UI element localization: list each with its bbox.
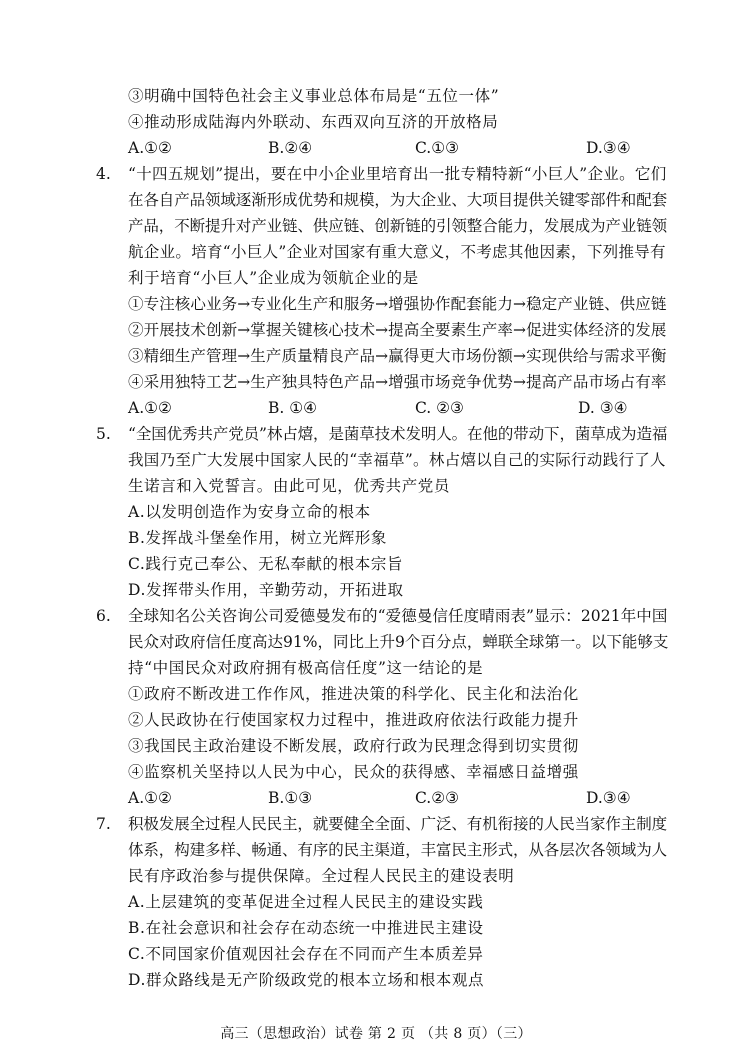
q4-option-a: A.①② (128, 399, 172, 417)
q6-option-c: C.②③ (415, 789, 460, 807)
q6-stem-line: 民众对政府信任度高达91%，同比上升9个百分点，蝉联全球第一。以下能够支 (128, 633, 669, 651)
q3-option-d: D.③④ (586, 139, 631, 157)
q4-item-4: ④采用独特工艺→生产独具特色产品→增强市场竞争优势→提高产品市场占有率 (128, 373, 667, 391)
q4-option-b: B. ①④ (268, 399, 318, 417)
q6-option-d: D.③④ (586, 789, 631, 807)
q3-option-b: B.②④ (268, 139, 313, 157)
q4-option-d: D. ③④ (578, 399, 628, 417)
q4-stem-line: 利于培育“小巨人”企业成为领航企业的是 (128, 269, 419, 287)
q6-item-2: ②人民政协在行使国家权力过程中，推进政府依法行政能力提升 (128, 711, 579, 729)
q4-stem-line: “十四五规划”提出，要在中小企业里培育出一批专精特新“小巨人”企业。它们 (128, 165, 667, 183)
q5-option-d: D.发挥带头作用，辛勤劳动，开拓进取 (128, 581, 404, 599)
q3-option-c: C.①③ (415, 139, 460, 157)
q7-stem-line: 民有序政治参与提供保障。全过程人民民主的建设表明 (128, 867, 515, 885)
page-footer: 高三（思想政治）试卷 第 2 页 （共 8 页）（三） (220, 1026, 532, 1042)
q4-stem-line: 产品，不断提升对产业链、供应链、创新链的引领整合能力，发展成为产业链领 (128, 217, 668, 235)
q6-item-4: ④监察机关坚持以人民为中心，民众的获得感、幸福感日益增强 (128, 763, 579, 781)
q3-item-4: ④推动形成陆海内外联动、东西双向互济的开放格局 (128, 113, 499, 131)
q6-number: 6. (96, 607, 111, 625)
q4-item-1: ①专注核心业务→专业化生产和服务→增强协作配套能力→稳定产业链、供应链 (128, 295, 667, 313)
q7-option-a: A.上层建筑的变革促进全过程人民民主的建设实践 (128, 893, 484, 911)
q3-item-3: ③明确中国特色社会主义事业总体布局是“五位一体” (128, 87, 500, 105)
q6-stem-line: 持“中国民众对政府拥有极高信任度”这一结论的是 (128, 659, 484, 677)
q6-option-a: A.①② (128, 789, 172, 807)
q7-option-b: B.在社会意识和社会存在动态统一中推进民主建设 (128, 919, 484, 937)
q5-option-b: B.发挥战斗堡垒作用，树立光辉形象 (128, 529, 388, 547)
q5-option-a: A.以发明创造作为安身立命的根本 (128, 503, 371, 521)
q4-stem-line: 在各自产品领域逐渐形成优势和规模，为大企业、大项目提供关键零部件和配套 (128, 191, 668, 209)
q7-stem-line: 体系，构建多样、畅通、有序的民主渠道，丰富民主形式，从各层次各领域为人 (128, 841, 668, 859)
q7-number: 7. (96, 815, 111, 833)
q4-stem-line: 航企业。培育“小巨人”企业对国家有重大意义，不考虑其他因素，下列推导有 (128, 243, 666, 261)
q5-stem-line: “全国优秀共产党员”林占熺，是菌草技术发明人。在他的带动下，菌草成为造福 (128, 425, 668, 443)
q7-option-c: C.不同国家价值观因社会存在不同而产生本质差异 (128, 945, 484, 963)
q5-stem-line: 生诺言和入党誓言。由此可见，优秀共产党员 (128, 477, 451, 495)
q6-item-3: ③我国民主政治建设不断发展，政府行政为民理念得到切实贯彻 (128, 737, 579, 755)
q6-stem-line: 全球知名公关咨询公司爱德曼发布的“爱德曼信任度晴雨表”显示：2021年中国 (128, 607, 668, 625)
q4-number: 4. (96, 165, 111, 183)
q5-number: 5. (96, 425, 111, 443)
q5-stem-line: 我国乃至广大发展中国家人民的“幸福草”。林占熺以自己的实际行动践行了人 (128, 451, 666, 469)
q7-option-d: D.群众路线是无产阶级政党的根本立场和根本观点 (128, 971, 485, 989)
q6-item-1: ①政府不断改进工作作风，推进决策的科学化、民主化和法治化 (128, 685, 579, 703)
q4-item-3: ③精细生产管理→生产质量精良产品→赢得更大市场份额→实现供给与需求平衡 (128, 347, 667, 365)
q3-option-a: A.①② (128, 139, 172, 157)
q7-stem-line: 积极发展全过程人民民主，就要健全全面、广泛、有机衔接的人民当家作主制度 (128, 815, 668, 833)
q4-item-2: ②开展技术创新→掌握关键核心技术→提高全要素生产率→促进实体经济的发展 (128, 321, 667, 339)
q6-option-b: B.①③ (268, 789, 313, 807)
q5-option-c: C.践行克己奉公、无私奉献的根本宗旨 (128, 555, 404, 573)
q4-option-c: C. ②③ (415, 399, 464, 417)
